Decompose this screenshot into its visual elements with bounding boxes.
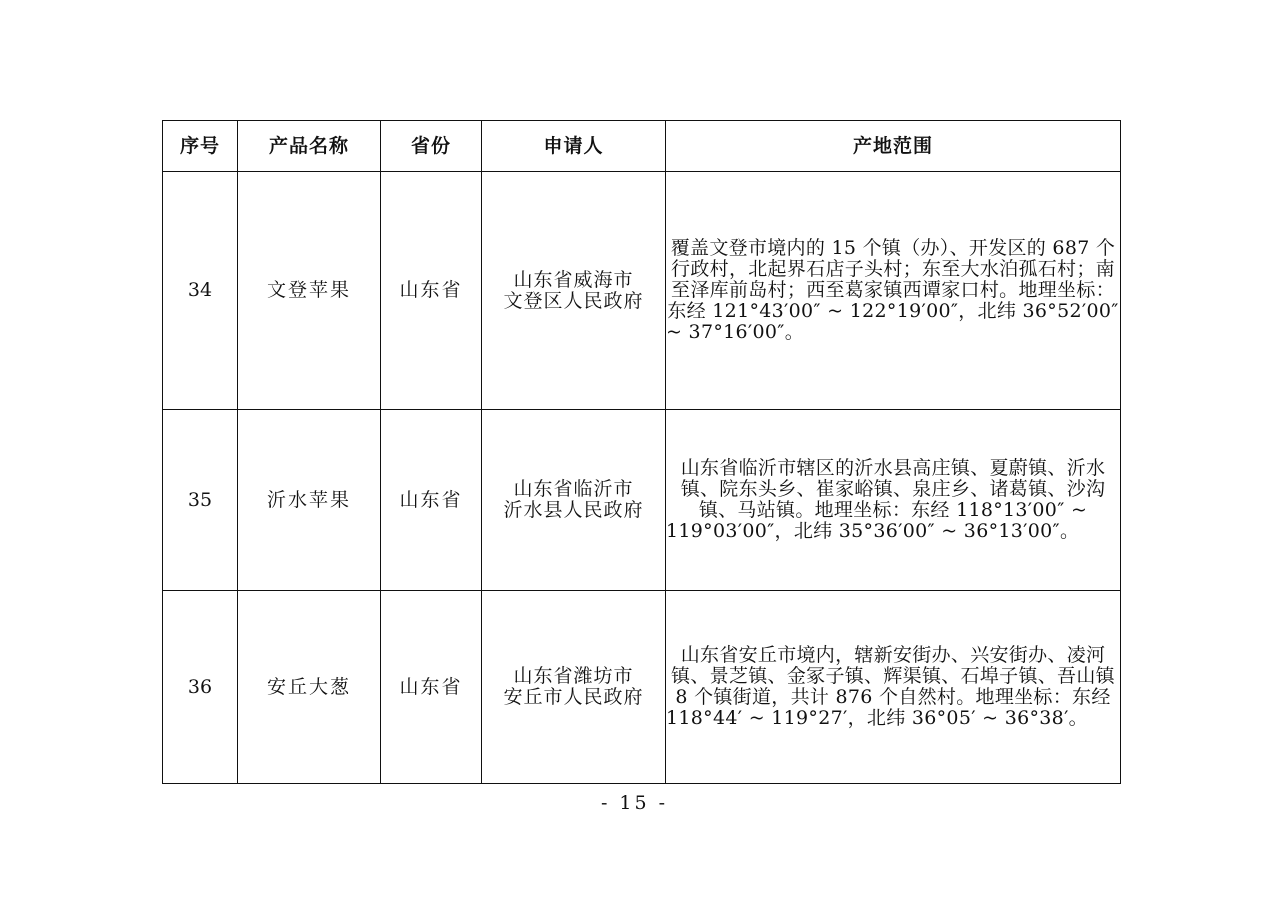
header-origin-range: 产地范围 [666,121,1121,172]
applicant-line-2: 安丘市人民政府 [503,686,644,708]
header-applicant: 申请人 [482,121,666,172]
table-row [163,591,1121,784]
province: 山东省 [381,410,482,591]
table-row [163,172,1121,410]
header-number: 序号 [163,121,238,172]
header-province: 省份 [381,121,482,172]
header-product-name: 产品名称 [238,121,381,172]
page-number: - 15 - [600,792,669,814]
province: 山东省 [381,591,482,784]
product-name: 沂水苹果 [238,410,381,591]
origin-range: 山东省安丘市境内，辖新安街办、兴安街办、凌河镇、景芝镇、金冢子镇、辉渠镇、石埠子镇、吾山镇 8 个镇街道，共计 876 个自然村。地理坐标：东经 118°44′ ~ 119°27′，北纬 36°05′ ~ 36°38′。 [666,591,1121,784]
applicant-line-2: 沂水县人民政府 [503,499,644,521]
applicant-line-1: 山东省潍坊市 [513,665,634,687]
product-name: 文登苹果 [238,172,381,410]
origin-range: 覆盖文登市境内的 15 个镇（办）、开发区的 687 个行政村，北起界石店子头村；东至大水泊孤石村；南至泽库前岛村；西至葛家镇西谭家口村。地理坐标：东经 121°43′00″ ~ 122°19′00″，北纬 36°52′00″ ~ 37°16′00″。 [666,172,1121,410]
applicant-line-1: 山东省威海市 [513,268,634,291]
applicant [482,591,666,784]
origin-range: 山东省临沂市辖区的沂水县高庄镇、夏蔚镇、沂水镇、院东头乡、崔家峪镇、泉庄乡、诸葛镇、沙沟镇、马站镇。地理坐标：东经 118°13′00″ ~ 119°03′00″，北纬 35°36′00″ ~ 36°13′00″。 [666,410,1121,591]
table-header-row [163,121,1121,172]
table-row [163,410,1121,591]
applicant [482,410,666,591]
row-number: 35 [163,410,238,591]
applicant-line-2: 文登区人民政府 [503,289,644,312]
applicant-line-1: 山东省临沂市 [513,478,634,500]
row-number: 34 [163,172,238,410]
product-name: 安丘大葱 [238,591,381,784]
product-table [162,120,1121,784]
province: 山东省 [381,172,482,410]
applicant [482,172,666,410]
row-number: 36 [163,591,238,784]
